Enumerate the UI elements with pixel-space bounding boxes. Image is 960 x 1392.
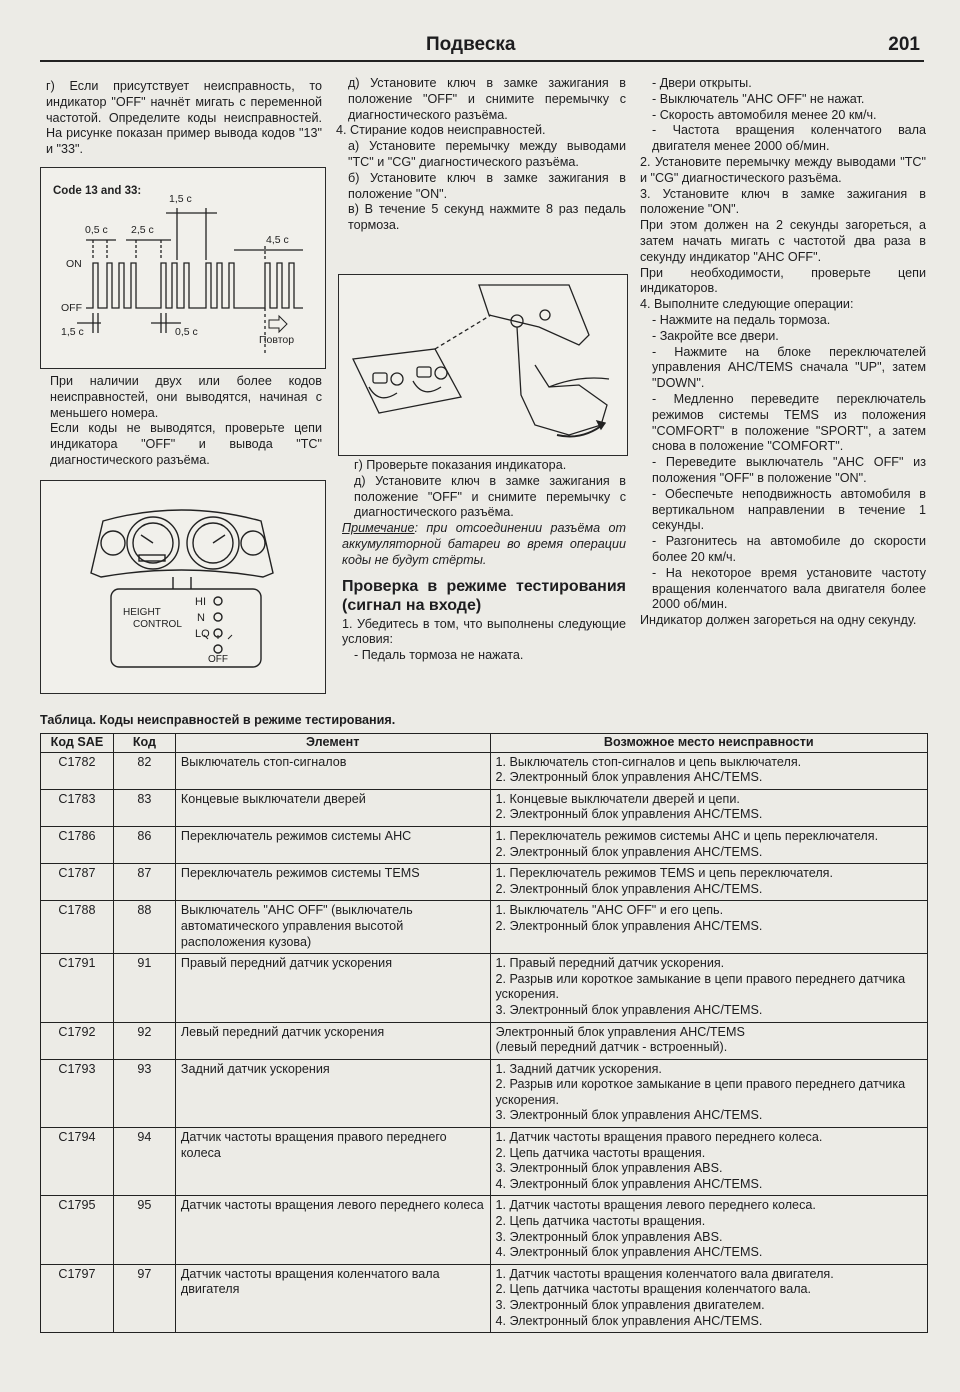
cell-element-text: Концевые выключатели дверей [180,791,366,806]
cell-sae-code [41,1196,114,1264]
cell-element [175,826,490,863]
table-row [41,1022,928,1059]
panel-lo: LO [195,628,210,640]
cell-sae-code-text: C1783 [58,791,96,806]
col3-op: - Обеспечьте неподвижность автомобиля в вертикальном направлении в течение 1 секунды. [652,486,926,533]
col3-op: - На некоторое время установите частоту вращения коленчатого вала двигателя более 2000 об/мин. [652,565,926,612]
label-on: ON [66,258,82,270]
cell-sae-code-text: C1794 [58,1130,96,1145]
cell-element-text: Переключатель режимов системы TEMS [180,866,420,881]
cell-code [113,789,175,826]
code-timing-diagram [40,167,326,369]
cell-cause [490,789,927,826]
col3-result: Индикатор должен загореться на одну секунду. [640,613,917,628]
label-b1: 1,5 c [61,326,84,338]
cell-sae-code-text: C1787 [58,866,96,881]
cell-sae-code [41,954,114,1022]
col3-op: - Медленно переведите переключатель режимов системы TEMS из положения "COMFORT" в положение "SPORT", а затем снова в положение "COMFORT". [652,391,926,454]
cell-code-text: 94 [137,1130,152,1145]
cell-element [175,1196,490,1264]
col3-line: - Скорость автомобиля менее 20 км/ч. [652,107,877,122]
intro-text: г) Если присутствует неисправность, то индикатор "OFF" начнёт мигать с переменной частотой. Определите коды неисправностей. На рисунке показан пример вывода кодов "13" и "33". [46,79,322,157]
label-t2: 0,5 c [85,224,108,236]
col2-bottom [342,458,626,664]
col3-op: - Переведите выключатель "AHC OFF" из положения "OFF" в положение "ON". [652,455,926,485]
cell-code-text: 86 [137,828,152,843]
cell-cause-text: 1. Датчик частоты вращения правого переднего колеса. 2. Цепь датчика частоты вращения. 3. Электронный блок управления ABS. 4. Электронный блок управления AHC/TEMS. [495,1130,823,1191]
col1-notes [50,374,322,469]
cell-sae-code-text: C1797 [58,1266,96,1281]
col2-step-d1: д) Установите ключ в замке зажигания в положение "OFF" и снимите перемычку с диагностического разъёма. [348,76,626,122]
fault-codes-table [40,733,928,1333]
cell-element-text: Переключатель режимов системы AHC [180,828,412,843]
cell-code [113,1196,175,1264]
cell-cause [490,1196,927,1264]
panel-height: HEIGHT [123,607,161,618]
cell-code-text: 87 [137,866,152,881]
cell-element [175,752,490,789]
col2-step-b: б) Установите ключ в замке зажигания в положение "ON". [348,170,626,201]
cell-sae-code-text: C1793 [58,1061,96,1076]
header-cause: Возможное место неисправности [490,734,927,753]
col2-step-d2: д) Установите ключ в замке зажигания в положение "OFF" и снимите перемычку с диагностического разъёма. [354,473,626,520]
table-row [41,901,928,954]
test-mode-heading: Проверка в режиме тестирования (сигнал на входе) [342,577,626,614]
label-t1: 1,5 c [169,193,192,205]
cell-sae-code-text: C1795 [58,1198,96,1213]
cell-sae-code-text: C1788 [58,903,96,918]
col3-op: - Нажмите на педаль тормоза. [652,312,831,327]
col3-op: - Закройте все двери. [652,328,779,343]
panel-hi: HI [195,596,206,608]
col3-step-3: 3. Установите ключ в замке зажигания в положение "ON". [640,186,926,217]
table-row [41,826,928,863]
cell-sae-code [41,864,114,901]
cell-cause-text: 1. Датчик частоты вращения левого переднего колеса. 2. Цепь датчика частоты вращения. 3. Электронный блок управления ABS. 4. Электронный блок управления AHC/TEMS. [495,1198,816,1260]
col2-conditions: 1. Убедитесь в том, что выполнены следующие условия: [342,616,626,647]
cell-cause [490,864,927,901]
cell-code-text: 97 [137,1266,152,1281]
cell-element [175,1022,490,1059]
cell-cause [490,1022,927,1059]
cell-code-text: 83 [137,791,152,806]
cell-code-text: 95 [137,1198,152,1213]
table-row [41,954,928,1022]
multi-code-note: При наличии двух или более кодов неисправностей, они выводятся, начиная с меньшего номера. [50,374,322,420]
cell-cause [490,1059,927,1127]
cell-sae-code [41,1128,114,1196]
label-t4: 4,5 c [266,234,289,246]
cell-code-text: 82 [137,754,152,769]
label-b2: 0,5 c [175,326,198,338]
cell-element-text: Датчик частоты вращения коленчатого вала двигателя [180,1266,440,1297]
note-text: : при отсоединении разъёма от аккумуляторной батареи во время операции коды не будут стёрты. [342,521,626,567]
cell-cause [490,954,927,1022]
table-row [41,864,928,901]
cell-element-text: Датчик частоты вращения правого переднего колеса [180,1130,447,1160]
cell-element-text: Левый передний датчик ускорения [180,1024,385,1039]
col1-intro [46,79,322,158]
instrument-panel-figure [40,480,326,694]
table-header-row [41,734,928,753]
cell-code [113,1022,175,1059]
col3-line: - Двери открыты. [652,76,752,90]
cell-cause [490,1264,927,1332]
table-body [41,752,928,1333]
cell-cause-text: 1. Переключатель режимов системы AHC и цепь переключателя. 2. Электронный блок управления AHC/TEMS. [495,828,879,859]
cell-element [175,1264,490,1332]
cell-code [113,1264,175,1332]
cell-code-text: 92 [137,1024,152,1039]
col3 [640,76,926,629]
col3-check-note: При необходимости, проверьте цепи индикаторов. [640,265,926,296]
pedal-figure [338,274,628,456]
cell-sae-code [41,1264,114,1332]
note-label: Примечание [342,521,415,536]
cell-cause [490,826,927,863]
cell-code [113,1059,175,1127]
col3-indicator-note: При этом должен на 2 секунды загореться, а затем начать мигать с частотой два раза в секунду индикатор "AHC OFF". [640,218,926,264]
cell-cause-text: 1. Выключатель "AHC OFF" и его цепь. 2. Электронный блок управления AHC/TEMS. [495,903,763,933]
cell-code-text: 93 [137,1061,152,1076]
header-element: Элемент [175,734,490,753]
table-row [41,1128,928,1196]
diagram-title: Code 13 and 33: [53,185,142,197]
col3-line: - Выключатель "AHC OFF" не нажат. [652,91,865,106]
cell-cause [490,901,927,954]
cell-sae-code [41,1059,114,1127]
timing-chart [41,168,325,368]
instrument-panel-drawing [41,481,325,693]
table-title: Таблица. Коды неисправностей в режиме тестирования. [40,713,396,727]
cell-element-text: Правый передний датчик ускорения [180,956,393,971]
cell-sae-code-text: C1791 [58,956,96,971]
col3-op: - Нажмите на блоке переключателей управления AHC/TEMS сначала "UP", затем "DOWN". [652,344,926,391]
cell-code-text: 91 [137,956,152,971]
cell-sae-code-text: C1786 [58,828,96,843]
cell-element [175,901,490,954]
pedal-drawing [339,275,627,455]
cell-cause-text: 1. Выключатель стоп-сигналов и цепь выключателя. 2. Электронный блок управления AHC/TEMS. [495,754,802,785]
cell-cause-text: 1. Правый передний датчик ускорения. 2. Разрыв или короткое замыкание в цепи правого переднего датчика ускорения. 3. Электронный блок управления AHC/TEMS. [495,956,906,1017]
panel-control: CONTROL [133,619,182,630]
col3-line: - Частота вращения коленчатого вала двигателя менее 2000 об/мин. [652,123,926,154]
cell-element [175,1059,490,1127]
label-t3: 2,5 c [131,224,154,236]
cell-code [113,1128,175,1196]
cell-sae-code [41,789,114,826]
cell-element [175,1128,490,1196]
page-header [40,34,924,62]
cell-cause-text: 1. Концевые выключатели дверей и цепи. 2. Электронный блок управления AHC/TEMS. [495,791,763,822]
table-row [41,1196,928,1264]
col2-step-c: в) В течение 5 секунд нажмите 8 раз педаль тормоза. [348,202,626,233]
cell-cause-text: 1. Переключатель режимов TEMS и цепь переключателя. 2. Электронный блок управления AHC/TEMS. [495,866,833,896]
table-row [41,1264,928,1332]
cell-element-text: Выключатель "AHC OFF" (выключатель автоматического управления высотой расположения кузова) [180,903,413,949]
cell-sae-code [41,826,114,863]
panel-n: N [197,612,205,624]
cell-cause-text: 1. Задний датчик ускорения. 2. Разрыв или короткое замыкание в цепи правого переднего датчика ускорения. 3. Электронный блок управления AHC/TEMS. [495,1061,906,1123]
cell-cause-text: 1. Датчик частоты вращения коленчатого вала двигателя. 2. Цепь датчика частоты вращения коленчатого вала. 3. Электронный блок управления двигателем. 4. Электронный блок управления AHC/TEMS. [495,1266,834,1328]
cell-cause [490,752,927,789]
col2-erase-title: 4. Стирание кодов неисправностей. [336,123,546,138]
cell-code [113,752,175,789]
cell-sae-code [41,752,114,789]
col3-op: - Разгонитесь на автомобиле до скорости более 20 км/ч. [652,534,926,564]
no-code-note: Если коды не выводятся, проверьте цепи индикатора "OFF" и вывода "TC" диагностического разъёма. [50,421,322,467]
cell-cause [490,1128,927,1196]
col2-step-a: а) Установите перемычку между выводами "TC" и "CG" диагностического разъёма. [348,139,626,169]
col2-top [336,76,626,234]
cell-sae-code-text: C1792 [58,1024,96,1039]
panel-off: OFF [208,654,228,665]
cell-cause-text: Электронный блок управления AHC/TEMS (левый передний датчик - встроенный). [495,1024,745,1055]
col3-step-2: 2. Установите перемычку между выводами "TC" и "CG" диагностического разъёма. [640,154,926,185]
cell-sae-code-text: C1782 [58,754,96,769]
table-row [41,789,928,826]
col2-brake-condition: - Педаль тормоза не нажата. [354,648,524,663]
cell-element [175,954,490,1022]
cell-code [113,826,175,863]
cell-sae-code [41,1022,114,1059]
cell-element-text: Датчик частоты вращения левого переднего колеса [180,1198,484,1213]
table-row [41,1059,928,1127]
cell-code [113,901,175,954]
section-title: Подвеска [426,34,516,55]
table-row [41,752,928,789]
cell-element [175,789,490,826]
cell-element-text: Задний датчик ускорения [180,1061,330,1076]
cell-code [113,954,175,1022]
label-repeat: Повтор [259,334,295,346]
cell-code [113,864,175,901]
cell-element-text: Выключатель стоп-сигналов [180,754,347,769]
page-number: 201 [888,34,920,55]
label-off: OFF [61,302,82,314]
cell-element [175,864,490,901]
col3-step-4: 4. Выполните следующие операции: [640,297,854,312]
cell-code-text: 88 [137,903,152,918]
header-code: Код [113,734,175,753]
cell-sae-code [41,901,114,954]
header-sae-code: Код SAE [41,734,114,753]
pulse-waveform [86,263,303,308]
col2-step-g: г) Проверьте показания индикатора. [354,458,567,472]
